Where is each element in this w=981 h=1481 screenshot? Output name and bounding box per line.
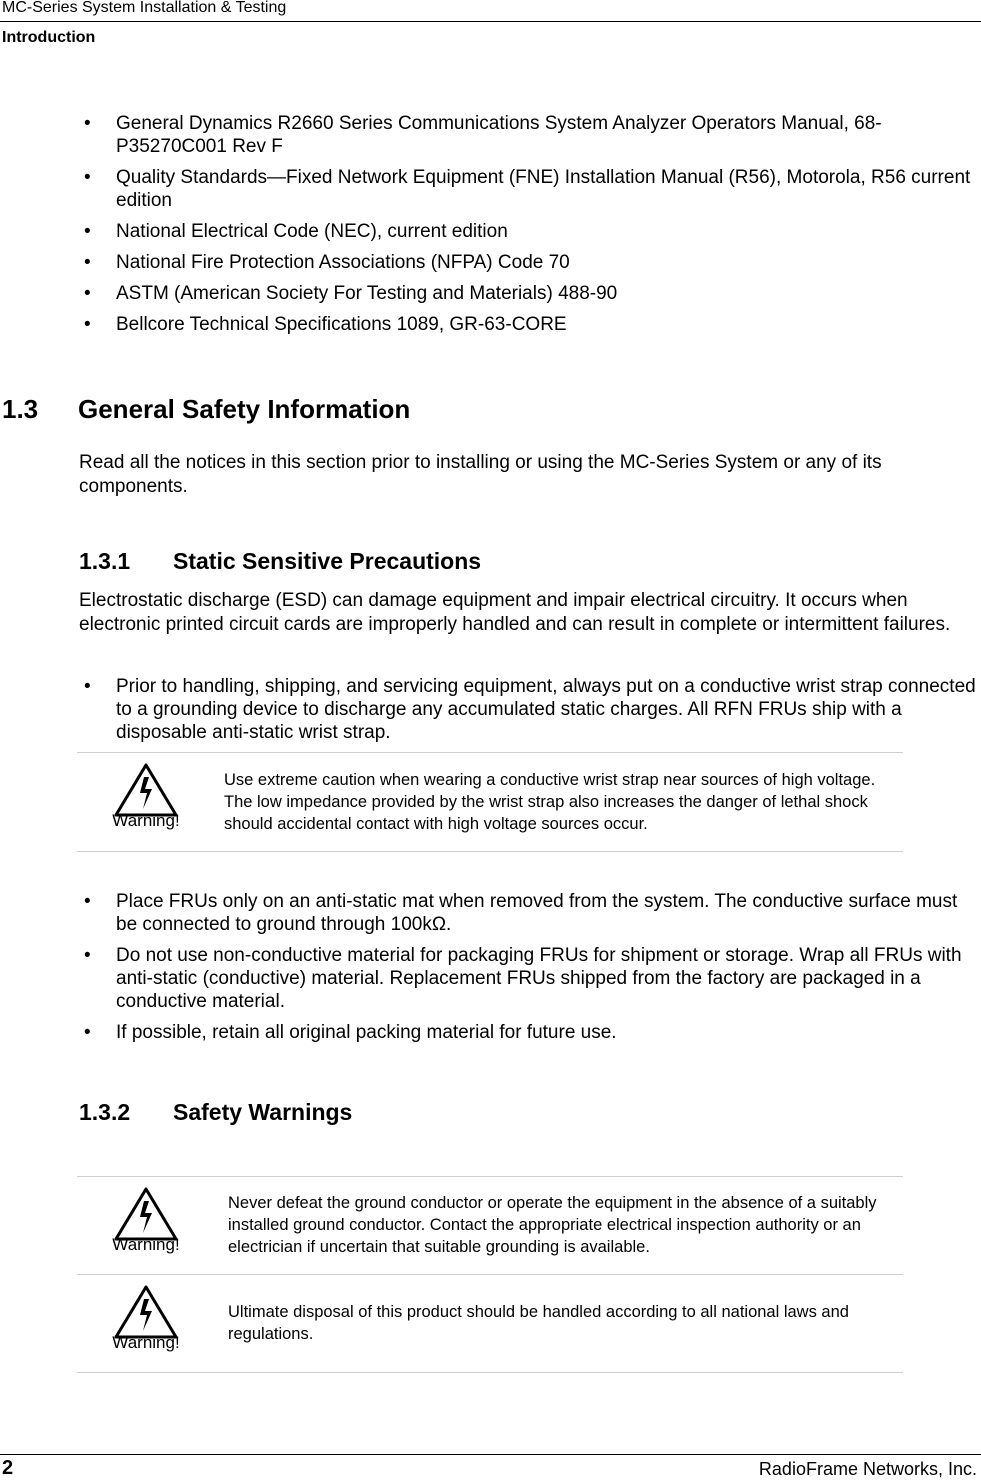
bullet-glyph: • [84,167,91,188]
list-item: • General Dynamics R2660 Series Communications System Analyzer Operators Manual, 68-P35270C001 Rev F [84,113,882,157]
list-item: • Prior to handling, shipping, and servicing equipment, always put on a conductive wrist strap connected to a grounding device to discharge any accumulated static charges. All RFN FRUs ship with a disposable anti-static wrist strap. [84,676,976,743]
list-item: • Place FRUs only on an anti-static mat when removed from the system. The conductive surface must be connected to ground through 100kΩ. [84,891,958,935]
section-1-3-intro: Read all the notices in this section prior to installing or using the MC-Series System or any of its components. [79,452,882,497]
warning-icon-block [106,1187,186,1255]
warning-label: Warning! [112,1235,180,1254]
bullet-glyph: • [84,283,91,304]
esd-bullet-list [84,675,981,744]
warning-divider-rule [77,1274,903,1275]
warning-bottom-rule [77,1372,903,1373]
list-item: • National Fire Protection Associations (NFPA) Code 70 [84,252,570,273]
warning-top-rule [77,752,903,753]
warning-text: Use extreme caution when wearing a conductive wrist strap near sources of high voltage. The low impedance provided by the wrist strap also increases the danger of lethal shock should accidental contact with high voltage sources occur. [224,771,876,833]
page-number: 2 [2,1457,14,1479]
section-heading-1-3-1: 1.3.1 Static Sensitive Precautions [79,548,482,574]
footer-rule [0,1454,981,1455]
section-heading-1-3-2: 1.3.2 Safety Warnings [79,1099,353,1125]
running-header-title: MC-Series System Installation & Testing [2,0,287,16]
bullet-glyph: • [84,221,91,242]
warning-top-rule [77,1176,903,1177]
section-1-3-1-intro: Electrostatic discharge (ESD) can damage equipment and impair electrical circuitry. It occurs when electronic printed circuit cards are improperly handled and can result in complete or intermittent failures. [79,590,951,635]
warning-text: Ultimate disposal of this product should be handled according to all national laws and regulations. [228,1303,849,1343]
bullet-glyph: • [84,252,91,273]
list-item: • Do not use non-conductive material for packaging FRUs for shipment or storage. Wrap all FRUs with anti-static (conductive) material. Replacement FRUs shipped from the factory are packaged in a conductive material. [84,945,962,1012]
warning-icon-block [106,763,186,831]
header-rule [0,21,981,22]
list-item: • Quality Standards—Fixed Network Equipment (FNE) Installation Manual (R56), Motorola, R56 current edition [84,167,971,211]
list-item: • If possible, retain all original packing material for future use. [84,1022,617,1043]
bullet-glyph: • [84,314,91,335]
warning-label: Warning! [112,1333,180,1352]
electrical-hazard-icon [114,1285,178,1339]
bullet-glyph: • [84,676,91,697]
section-heading-1-3: 1.3 General Safety Information [2,394,411,424]
list-item: • ASTM (American Society For Testing and Materials) 488-90 [84,283,618,304]
warning-text: Never defeat the ground conductor or operate the equipment in the absence of a suitably installed ground conductor. Contact the appropriate electrical inspection authority or an electrician if uncertain that suitable grounding is available. [228,1194,877,1256]
list-item: • Bellcore Technical Specifications 1089, GR-63-CORE [84,314,567,335]
bullet-glyph: • [84,945,91,966]
bullet-glyph: • [84,113,91,134]
bullet-glyph: • [84,1022,91,1043]
electrical-hazard-icon [114,1187,178,1241]
footer-company: RadioFrame Networks, Inc. [758,1459,977,1479]
reference-list [84,112,981,344]
warning-label: Warning! [112,811,180,830]
esd-bullet-list-2 [84,890,981,1052]
warning-icon-block [106,1285,186,1353]
bullet-glyph: • [84,891,91,912]
list-item: • National Electrical Code (NEC), current edition [84,221,508,242]
electrical-hazard-icon [114,763,178,817]
warning-bottom-rule [77,851,903,852]
running-header-section: Introduction [2,29,96,46]
